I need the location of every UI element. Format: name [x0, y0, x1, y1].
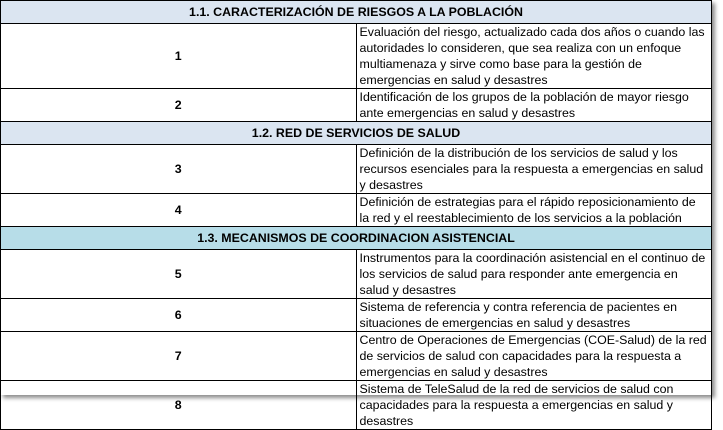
section-header-row: [1, 122, 712, 145]
row-text: Definición de la distribución de los servicios de salud y los recursos esenciales para la respuesta a emergencias en salud y desastres: [356, 145, 712, 194]
table-row: [1, 381, 712, 430]
row-number: 6: [1, 299, 357, 332]
table-row: [1, 299, 712, 332]
row-text: Evaluación del riesgo, actualizado cada dos años o cuando las autoridades lo consideren, que sea realiza con un enfoque multiamenaza y sirve como base para la gestión de emergencias en salud y desastres: [356, 24, 712, 89]
table-row: [1, 194, 712, 227]
section-title-3: 1.3. MECANISMOS DE COORDINACION ASISTENCIAL: [1, 227, 712, 250]
table-row: [1, 89, 712, 122]
section-header-row: [1, 227, 712, 250]
row-text: Centro de Operaciones de Emergencias (COE-Salud) de la red de servicios de salud con capacidades para la respuesta a emergencias en salud y desastres: [356, 332, 712, 381]
row-number: 7: [1, 332, 357, 381]
row-text: Sistema de referencia y contra referencia de pacientes en situaciones de emergencias en salud y desastres: [356, 299, 712, 332]
row-text: Definición de estrategias para el rápido reposicionamiento de la red y el reestablecimiento de los servicios a la población: [356, 194, 712, 227]
table-row: [1, 145, 712, 194]
row-number: 2: [1, 89, 357, 122]
row-number: 1: [1, 24, 357, 89]
section-header-row: [1, 1, 712, 24]
row-number: 3: [1, 145, 357, 194]
row-number: 5: [1, 250, 357, 299]
table-row: [1, 24, 712, 89]
row-number: 8: [1, 381, 357, 430]
table-row: [1, 332, 712, 381]
section-title-2: 1.2. RED DE SERVICIOS DE SALUD: [1, 122, 712, 145]
row-number: 4: [1, 194, 357, 227]
row-text: Sistema de TeleSalud de la red de servicios de salud con capacidades para la respuesta a emergencias en salud y desastres: [356, 381, 712, 430]
row-text: Instrumentos para la coordinación asistencial en el continuo de los servicios de salud para responder ante emergencia en salud y desastres: [356, 250, 712, 299]
table-row: [1, 250, 712, 299]
section-title-1: 1.1. CARACTERIZACIÓN DE RIESGOS A LA POBLACIÓN: [1, 1, 712, 24]
row-text: Identificación de los grupos de la población de mayor riesgo ante emergencias en salud y desastres: [356, 89, 712, 122]
